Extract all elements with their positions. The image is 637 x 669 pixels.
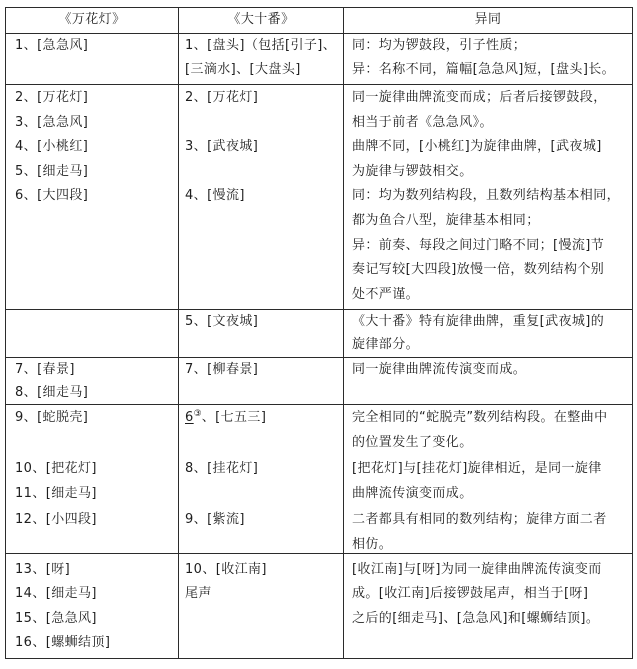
dashifan-cell [179, 554, 344, 658]
wanhuadeng-cell [6, 554, 179, 658]
comparison-line: 完全相同的“蛇脱壳”数列结构段。在整曲中 [352, 410, 608, 425]
dashifan-item: [三滴水]、[大盘头] [185, 62, 301, 77]
dashifan-item [185, 405, 343, 430]
dashifan-item: 8、[挂花灯] [185, 460, 259, 476]
wanhuadeng-item: 4、[小桃红] [15, 139, 89, 155]
comparison-line: 二者都具有相同的数列结构；旋律方面二者 [352, 511, 607, 527]
comparison-line: 旋律部分。 [352, 337, 420, 353]
header-dashifan [179, 8, 344, 33]
item-text: 、[七五三] [201, 410, 267, 425]
header-row [6, 8, 632, 34]
table-row [6, 405, 632, 554]
dashifan-item: 尾声 [185, 586, 212, 602]
wanhuadeng-item: 10、[把花灯] [15, 460, 97, 476]
dashifan-item: 1、[盘头]（包括[引子]、 [185, 38, 337, 53]
comparison-line: [把花灯]与[挂花灯]旋律相近，是同一旋律 [352, 460, 602, 476]
comparison-line: 曲牌流传演变而成。 [352, 486, 473, 502]
wanhuadeng-cell [6, 310, 179, 357]
wanhuadeng-item: 2、[万花灯] [15, 90, 89, 105]
comparison-table [5, 7, 633, 659]
dashifan-item: 5、[文夜城] [185, 314, 259, 329]
comparison-cell [344, 405, 632, 553]
comparison-line: 异：前奏、每段之间过门略不同；[慢流]节 [352, 237, 605, 253]
comparison-line: [收江南]与[呀]为同一旋律曲牌流传演变而 [352, 562, 602, 577]
wanhuadeng-item: 8、[细走马] [15, 385, 89, 400]
line-spacer [185, 111, 343, 136]
comparison-line: 同：均为锣鼓段，引子性质； [352, 38, 527, 53]
wanhuadeng-item: 9、[蛇脱壳] [15, 410, 89, 425]
wanhuadeng-item: 15、[急急风] [15, 610, 97, 626]
comparison-line: 同：均为数列结构段，且数列结构基本相同， [352, 188, 621, 204]
dashifan-item: 10、[收江南] [185, 562, 267, 577]
comparison-cell [344, 310, 632, 357]
dashifan-cell [179, 85, 344, 309]
table-row [6, 34, 632, 85]
wanhuadeng-cell [6, 405, 179, 553]
comparison-cell [344, 34, 632, 84]
dashifan-item: 4、[慢流] [185, 188, 245, 204]
comparison-line: 都为鱼合八型，旋律基本相同； [352, 212, 540, 228]
wanhuadeng-item: 1、[急急风] [15, 38, 89, 53]
dashifan-item: 3、[武夜城] [185, 139, 259, 155]
comparison-cell [344, 85, 632, 309]
item-number: 6 [185, 410, 194, 425]
comparison-line: 奏记写较[大四段]放慢一倍，数列结构个别 [352, 262, 605, 278]
comparison-line: 《大十番》特有旋律曲牌，重复[武夜城]的 [352, 314, 605, 329]
wanhuadeng-cell [6, 34, 179, 84]
header-wanhuadeng [6, 8, 179, 33]
wanhuadeng-item: 12、[小四段] [15, 511, 97, 527]
comparison-line: 之后的[细走马]、[急急风]和[螺蛳结顶]。 [352, 610, 600, 626]
comparison-cell [344, 358, 632, 404]
line-spacer [185, 481, 343, 506]
wanhuadeng-item: 14、[细走马] [15, 586, 97, 602]
comparison-line: 相仿。 [352, 536, 393, 552]
comparison-line: 异：名称不同，篇幅[急急风]短，[盘头]长。 [352, 62, 616, 77]
table-row [6, 85, 632, 310]
wanhuadeng-item: 11、[细走马] [15, 486, 97, 502]
comparison-line: 同一旋律曲牌流传演变而成。 [352, 362, 527, 377]
header-comparison [344, 8, 632, 33]
wanhuadeng-item: 5、[细走马] [15, 163, 89, 179]
dashifan-cell [179, 358, 344, 404]
comparison-line: 成。[收江南]后接锣鼓尾声，相当于[呀] [352, 586, 589, 602]
wanhuadeng-item: 3、[急急风] [15, 114, 89, 130]
comparison-line: 处不严谨。 [352, 286, 420, 302]
dashifan-item: 9、[紫流] [185, 511, 245, 527]
comparison-line: 曲牌不同，[小桃红]为旋律曲牌，[武夜城] [352, 139, 602, 155]
comparison-line: 的位置发生了变化。 [352, 435, 473, 451]
dashifan-item: 2、[万花灯] [185, 90, 259, 105]
line-spacer [185, 160, 343, 185]
header-label: 《万花灯》 [58, 12, 126, 27]
wanhuadeng-cell [6, 85, 179, 309]
table-row [6, 358, 632, 405]
wanhuadeng-item: 13、[呀] [15, 562, 71, 577]
dashifan-cell [179, 34, 344, 84]
footnote-marker: ③ [193, 409, 202, 419]
dashifan-cell [179, 405, 344, 553]
dashifan-item: 7、[柳春景] [185, 362, 259, 377]
table-row [6, 554, 632, 658]
comparison-line: 相当于前者《急急风》。 [352, 114, 493, 130]
line-spacer [185, 430, 343, 455]
line-spacer [15, 430, 178, 455]
wanhuadeng-cell [6, 358, 179, 404]
wanhuadeng-item: 7、[春景] [15, 362, 75, 377]
dashifan-cell [179, 310, 344, 357]
table-row [6, 310, 632, 358]
header-label: 异同 [474, 12, 502, 27]
wanhuadeng-item: 6、[大四段] [15, 188, 89, 204]
comparison-line: 同一旋律曲牌流变而成；后者后接锣鼓段， [352, 90, 607, 105]
comparison-cell [344, 554, 632, 658]
header-label: 《大十番》 [227, 12, 295, 27]
comparison-line: 为旋律与锣鼓相交。 [352, 163, 473, 179]
wanhuadeng-item: 16、[螺蛳结顶] [15, 634, 111, 650]
